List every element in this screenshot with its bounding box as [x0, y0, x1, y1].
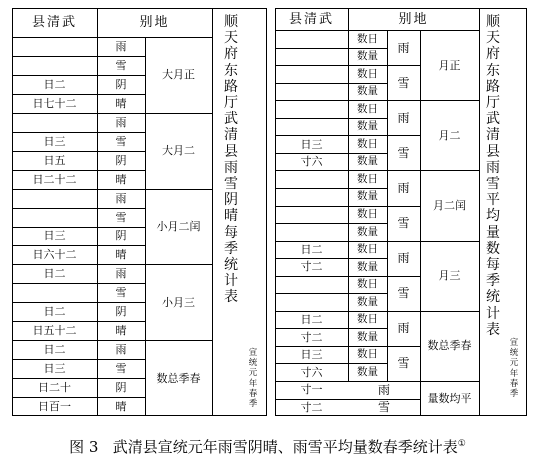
- left-table-title-char: 顺: [224, 14, 238, 30]
- right-table-title-char: 数: [486, 240, 500, 257]
- right-kind-cell: 数日: [357, 67, 378, 80]
- left-date-cell: [12, 283, 97, 302]
- left-row-rule: [12, 75, 145, 76]
- right-pair-cell: 雪: [397, 216, 410, 231]
- left-weather-cell: 晴: [115, 248, 127, 262]
- left-weather-cell: 晴: [115, 172, 127, 186]
- left-table-subtitle-char: 宣: [248, 348, 258, 358]
- left-table-subtitle-char: 季: [248, 399, 258, 410]
- left-table-title-char: 天: [224, 30, 238, 47]
- right-kind-cell: 数日: [357, 172, 378, 185]
- right-header-place: 别地: [398, 11, 429, 27]
- right-date-cell: 寸二: [300, 330, 323, 344]
- right-table-subtitle-char: 春: [509, 378, 519, 389]
- right-kind-cell: 数量: [357, 190, 378, 203]
- left-row-rule: [12, 151, 145, 152]
- right-row-rule: [275, 223, 387, 224]
- right-row-rule: [275, 153, 387, 154]
- left-date-cell: 日三: [43, 229, 66, 243]
- right-date-cell: 日三: [300, 137, 323, 151]
- right-avg-rain: 雨: [377, 382, 390, 397]
- left-date-cell: [12, 56, 97, 75]
- right-table-title-char: 季: [486, 273, 500, 290]
- left-row-rule: [12, 227, 145, 228]
- right-table-subtitle-char: 元: [509, 358, 519, 369]
- right-row-rule: [275, 188, 387, 189]
- left-table-title-char: 东: [224, 62, 238, 79]
- right-kind-cell: 数量: [357, 225, 378, 238]
- right-col-rule-4: [479, 8, 480, 416]
- right-avg-label: 量数均平: [427, 392, 472, 405]
- left-header-place: 别地: [139, 15, 170, 30]
- left-table-title-char: 厅: [224, 95, 238, 112]
- right-pair-cell: 雪: [397, 356, 410, 371]
- right-kind-cell: 数量: [357, 50, 378, 63]
- right-month-cell: 月二: [438, 128, 461, 142]
- left-row-rule: [12, 378, 145, 379]
- left-table-title: [220, 14, 242, 306]
- caption-note: ①: [457, 439, 466, 449]
- right-kind-cell: 数量: [357, 260, 378, 273]
- left-weather-cell: 阴: [115, 229, 127, 243]
- right-kind-cell: 数日: [357, 102, 378, 115]
- right-date-cell: [275, 118, 348, 136]
- right-pair-cell: 雨: [397, 110, 410, 125]
- left-row-rule: [12, 170, 145, 171]
- left-month-cell: 数总季春: [156, 371, 201, 385]
- left-table-title-char: 表: [224, 289, 238, 306]
- left-weather-cell: 雨: [115, 343, 127, 357]
- left-row-rule: [12, 94, 145, 95]
- left-date-cell: 日五: [43, 153, 66, 167]
- right-date-cell: 寸六: [300, 155, 323, 169]
- right-pair-cell: 雪: [397, 145, 410, 160]
- right-pair-cell: 雪: [397, 75, 410, 90]
- right-pair-cell: 雨: [397, 251, 410, 266]
- left-table-subtitle: [246, 348, 260, 409]
- right-date-cell: 日二: [300, 242, 323, 256]
- right-row-rule: [275, 118, 387, 119]
- left-table-title-char: 雪: [224, 176, 238, 193]
- left-table-title-char: 雨: [224, 159, 238, 176]
- left-table-title-char: 计: [224, 273, 238, 290]
- right-kind-cell: 数量: [357, 85, 378, 98]
- left-table-title-char: 统: [224, 257, 238, 274]
- left-row-rule: [12, 321, 145, 322]
- right-kind-cell: 数日: [357, 348, 378, 361]
- right-kind-cell: 数日: [357, 278, 378, 291]
- left-weather-cell: 雪: [115, 210, 127, 224]
- left-date-cell: 日三: [43, 362, 66, 376]
- left-weather-cell: 阴: [115, 77, 127, 91]
- left-table-subtitle-char: 年: [248, 378, 258, 389]
- left-row-rule: [12, 359, 145, 360]
- left-row-rule: [12, 245, 145, 246]
- left-date-cell: 日二: [43, 343, 66, 357]
- left-weather-cell: 阴: [115, 153, 127, 167]
- left-weather-cell: 雨: [115, 39, 127, 53]
- left-weather-cell: 雨: [115, 267, 127, 281]
- right-row-rule: [275, 363, 387, 364]
- right-date-cell: [275, 170, 348, 188]
- right-table-title-char: 厅: [486, 95, 500, 112]
- right-table-title-char: 县: [486, 143, 500, 160]
- left-weather-cell: 晴: [115, 96, 127, 110]
- right-pair-cell: 雪: [397, 286, 410, 301]
- right-kind-cell: 数日: [357, 243, 378, 256]
- left-weather-cell: 雪: [115, 134, 127, 148]
- right-table-subtitle-char: 年: [509, 368, 519, 379]
- left-table-subtitle-char: 春: [248, 388, 258, 399]
- right-date-cell: [275, 206, 348, 224]
- left-table-title-char: 阴: [224, 192, 238, 209]
- left-weather-cell: 晴: [115, 400, 127, 414]
- left-table-title-char: 季: [224, 240, 238, 257]
- left-weather-cell: 雨: [115, 191, 127, 205]
- right-table-title-char: 雪: [486, 176, 500, 193]
- right-kind-cell: 数量: [357, 155, 378, 168]
- right-table-title-char: 路: [486, 78, 500, 95]
- left-weather-cell: 雨: [115, 115, 127, 129]
- right-table-subtitle-char: 宣: [509, 338, 519, 348]
- left-date-cell: [12, 208, 97, 227]
- right-table-subtitle-char: 统: [509, 348, 519, 359]
- left-table-title-char: 县: [224, 143, 238, 160]
- right-date-cell: [275, 223, 348, 241]
- left-date-cell: [12, 37, 97, 56]
- left-row-rule: [12, 56, 145, 57]
- right-kind-cell: 数量: [357, 295, 378, 308]
- left-weather-cell: 阴: [115, 305, 127, 319]
- right-table-title-char: 计: [486, 305, 500, 322]
- left-date-cell: [12, 189, 97, 208]
- left-month-cell: 小月三: [162, 295, 195, 309]
- right-avg-snow: 雪: [377, 400, 390, 415]
- left-month-cell: 大月二: [162, 144, 195, 158]
- left-table-subtitle-char: 元: [248, 368, 258, 379]
- left-row-rule: [12, 302, 145, 303]
- right-kind-cell: 数日: [357, 137, 378, 150]
- left-row-rule: [12, 283, 145, 284]
- left-date-cell: [12, 113, 97, 132]
- left-date-cell: 日二: [43, 305, 66, 319]
- right-pair-cell: 雨: [397, 180, 410, 195]
- right-date-cell: [275, 293, 348, 311]
- right-table-title-char: 府: [486, 46, 500, 63]
- left-row-rule: [12, 397, 145, 398]
- right-table-subtitle-char: 季: [509, 389, 519, 400]
- right-row-rule: [275, 83, 387, 84]
- right-header-county: 县清武: [288, 11, 334, 27]
- left-date-cell: 日六十二: [32, 248, 77, 262]
- right-month-cell: 数总季春: [427, 339, 472, 353]
- right-kind-cell: 数量: [357, 120, 378, 133]
- left-weather-cell: 晴: [115, 324, 127, 338]
- left-date-cell: 日二: [43, 77, 66, 91]
- right-table-title: [482, 14, 504, 338]
- left-table-title-char: 每: [224, 224, 238, 241]
- right-table-title-char: 武: [486, 111, 500, 128]
- right-row-rule: [275, 293, 387, 294]
- right-table-title-char: 统: [486, 289, 500, 306]
- right-row-rule: [275, 328, 387, 329]
- right-date-cell: [275, 30, 348, 48]
- left-weather-cell: 雪: [115, 286, 127, 300]
- left-weather-cell: 雪: [115, 362, 127, 376]
- caption-text: 武清县宣统元年雨雪阴晴、雨雪平均量数春季统计表: [112, 438, 458, 456]
- left-table-title-char: 路: [224, 78, 238, 95]
- left-header-county: 县清武: [31, 15, 77, 30]
- right-table-title-char: 顺: [486, 14, 500, 30]
- right-date-cell: [275, 100, 348, 118]
- left-table-title-char: 武: [224, 111, 238, 128]
- right-date-cell: 寸六: [300, 365, 323, 379]
- right-date-cell: [275, 276, 348, 294]
- right-month-cell: 月三: [438, 269, 461, 283]
- left-table-title-char: 府: [224, 46, 238, 63]
- left-date-cell: 日五十二: [32, 324, 77, 338]
- right-pair-cell: 雨: [397, 321, 410, 336]
- right-avg-snow-amount: 寸二: [300, 400, 323, 414]
- right-date-cell: [275, 83, 348, 101]
- figure-caption: [0, 436, 535, 457]
- left-date-cell: 日二十: [38, 381, 71, 395]
- left-date-cell: 日二十二: [32, 172, 77, 186]
- right-table-title-char: 雨: [486, 159, 500, 176]
- left-date-cell: 日二: [43, 267, 66, 281]
- right-kind-cell: 数日: [357, 32, 378, 45]
- right-table-title-char: 天: [486, 30, 500, 47]
- right-table-title-char: 东: [486, 62, 500, 79]
- right-month-cell: 月正: [438, 58, 461, 72]
- left-table-title-char: 晴: [224, 208, 238, 225]
- right-date-cell: [275, 65, 348, 83]
- right-date-cell: 日二: [300, 313, 323, 327]
- right-table-title-char: 量: [486, 224, 500, 241]
- right-row-rule: [275, 258, 387, 259]
- right-date-cell: 寸二: [300, 260, 323, 274]
- right-date-cell: [275, 188, 348, 206]
- left-col-rule-3: [212, 8, 213, 416]
- right-date-cell: 日三: [300, 348, 323, 362]
- left-weather-cell: 雪: [115, 58, 127, 72]
- caption-label: 图 3: [69, 438, 99, 456]
- right-kind-cell: 数量: [357, 365, 378, 378]
- right-avg-rain-amount: 寸一: [300, 383, 323, 397]
- left-table-subtitle-char: 统: [248, 358, 258, 369]
- right-month-cell: 月二闰: [433, 198, 466, 212]
- left-weather-cell: 阴: [115, 381, 127, 395]
- right-row-rule: [275, 48, 387, 49]
- left-table-title-char: 清: [224, 127, 238, 144]
- right-pair-cell: 雨: [397, 40, 410, 55]
- left-date-cell: 日三: [43, 134, 66, 148]
- left-row-rule: [12, 208, 145, 209]
- right-table-title-char: 清: [486, 127, 500, 144]
- left-month-cell: 大月正: [162, 68, 195, 82]
- right-date-cell: [275, 48, 348, 66]
- left-month-cell: 小月二闰: [156, 219, 201, 233]
- right-table-title-char: 每: [486, 257, 500, 274]
- left-date-cell: 日七十二: [32, 96, 77, 110]
- left-date-cell: 日百一: [38, 400, 71, 414]
- right-kind-cell: 数量: [357, 330, 378, 343]
- right-table-title-char: 平: [486, 192, 500, 209]
- right-kind-cell: 数日: [357, 313, 378, 326]
- right-table-subtitle: [507, 338, 521, 399]
- right-kind-cell: 数日: [357, 208, 378, 221]
- left-row-rule: [12, 132, 145, 133]
- right-table-title-char: 表: [486, 321, 500, 338]
- right-table-title-char: 均: [486, 208, 500, 225]
